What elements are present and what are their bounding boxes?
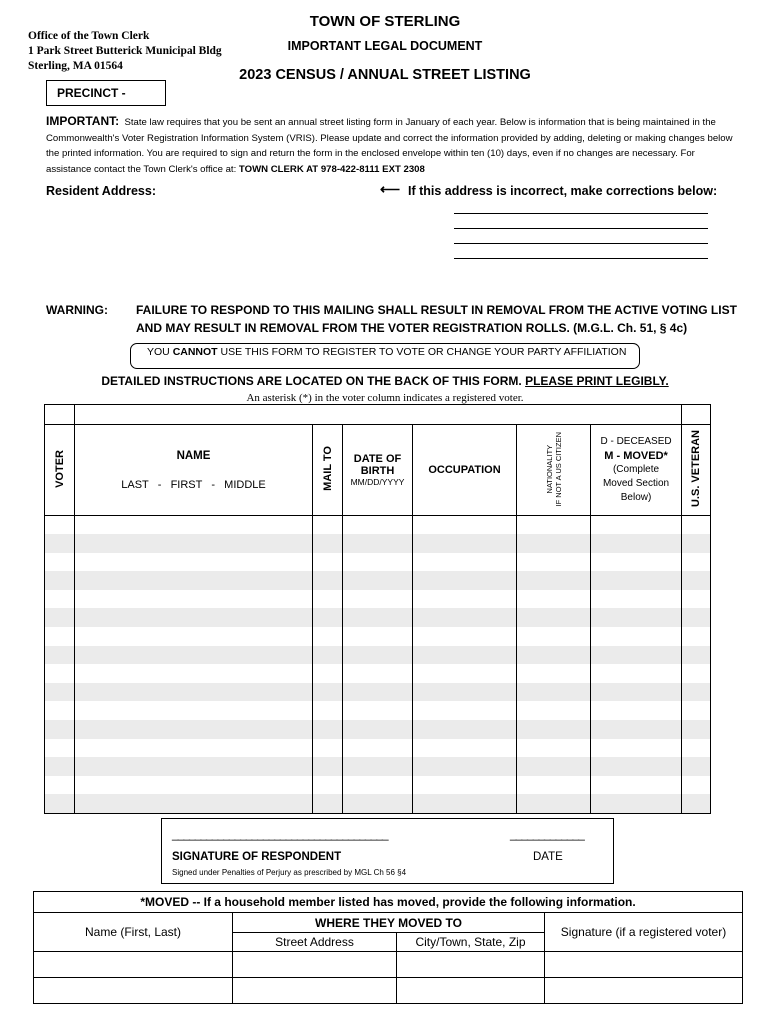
table-row xyxy=(45,720,711,739)
table-row xyxy=(45,627,711,646)
entry-cell[interactable] xyxy=(413,516,517,535)
entry-cell[interactable] xyxy=(413,627,517,646)
table-row xyxy=(45,553,711,572)
entry-cell[interactable] xyxy=(413,571,517,590)
entry-cell[interactable] xyxy=(517,794,591,813)
table-row xyxy=(45,571,711,590)
cannot-pre: YOU xyxy=(147,346,170,358)
warning-text xyxy=(136,301,737,337)
entry-cell[interactable] xyxy=(313,757,343,776)
table-row xyxy=(45,646,711,665)
entry-cell[interactable] xyxy=(413,646,517,665)
entry-cell[interactable] xyxy=(682,590,711,609)
instructions-line xyxy=(0,374,770,388)
entry-cell[interactable] xyxy=(591,664,682,683)
table-row xyxy=(45,794,711,813)
occupation-column-header: OCCUPATION xyxy=(413,425,517,516)
entry-cell[interactable] xyxy=(517,627,591,646)
precinct-label: PRECINCT - xyxy=(57,86,126,100)
entry-cell[interactable] xyxy=(343,776,413,795)
entry-cell[interactable] xyxy=(45,516,75,535)
entry-cell[interactable] xyxy=(45,776,75,795)
office-line-3: Sterling, MA 01564 xyxy=(28,60,123,72)
signature-label: SIGNATURE OF RESPONDENT xyxy=(172,851,342,863)
entry-cell[interactable] xyxy=(591,776,682,795)
entry-cell[interactable] xyxy=(517,757,591,776)
entry-cell[interactable] xyxy=(682,627,711,646)
table-row xyxy=(45,590,711,609)
entry-cell[interactable] xyxy=(413,701,517,720)
entry-cell[interactable] xyxy=(413,739,517,758)
table-top-row xyxy=(45,405,711,425)
entry-cell[interactable] xyxy=(682,720,711,739)
office-line-1: Office of the Town Clerk xyxy=(28,30,150,42)
name-column-header: NAME LAST - FIRST - MIDDLE xyxy=(75,425,313,516)
entry-cell[interactable] xyxy=(313,534,343,553)
entry-cell[interactable] xyxy=(682,701,711,720)
entry-cell[interactable] xyxy=(413,683,517,702)
entry-cell[interactable] xyxy=(413,757,517,776)
entry-cell[interactable] xyxy=(591,534,682,553)
entry-cell[interactable] xyxy=(75,646,313,665)
entry-cell[interactable] xyxy=(343,627,413,646)
address-correction-line[interactable] xyxy=(454,243,708,244)
precinct-box xyxy=(46,80,166,106)
entry-cell[interactable] xyxy=(413,720,517,739)
entry-cell[interactable] xyxy=(517,739,591,758)
table-row xyxy=(45,608,711,627)
entry-cell[interactable] xyxy=(591,683,682,702)
entry-cell[interactable] xyxy=(682,553,711,572)
table-row xyxy=(45,701,711,720)
entry-cell[interactable] xyxy=(313,664,343,683)
entry-cell[interactable] xyxy=(313,720,343,739)
street-address-header: Street Address xyxy=(233,933,397,952)
entry-cell[interactable] xyxy=(413,553,517,572)
table-row xyxy=(45,534,711,553)
entry-cell[interactable] xyxy=(343,757,413,776)
warning-label: WARNING: xyxy=(46,303,108,317)
entry-cell[interactable] xyxy=(45,646,75,665)
entry-cell[interactable] xyxy=(75,701,313,720)
entry-cell[interactable] xyxy=(343,534,413,553)
entry-cell[interactable] xyxy=(517,664,591,683)
cannot-post: USE THIS FORM TO REGISTER TO VOTE OR CHANGE YOUR PARTY AFFILIATION xyxy=(220,346,627,358)
table-row xyxy=(45,516,711,535)
entry-cell[interactable] xyxy=(45,590,75,609)
date-label: DATE xyxy=(533,851,563,863)
signature-line[interactable]: ______________________________________ xyxy=(172,827,388,841)
entry-cell[interactable] xyxy=(682,794,711,813)
warning-line-2: AND MAY RESULT IN REMOVAL FROM THE VOTER REGISTRATION ROLLS. (M.G.L. Ch. 51, § 4c) xyxy=(136,321,688,335)
entry-cell[interactable] xyxy=(682,534,711,553)
entry-cell[interactable] xyxy=(343,553,413,572)
signature-box xyxy=(161,818,614,884)
entry-cell[interactable] xyxy=(517,571,591,590)
moved-title: *MOVED -- If a household member listed has moved, provide the following information. xyxy=(34,892,743,913)
entry-cell[interactable] xyxy=(313,553,343,572)
entry-cell[interactable] xyxy=(45,683,75,702)
entry-cell[interactable] xyxy=(45,534,75,553)
entry-cell[interactable] xyxy=(591,757,682,776)
entry-cell[interactable] xyxy=(343,794,413,813)
entry-cell[interactable] xyxy=(682,646,711,665)
entry-cell[interactable] xyxy=(343,571,413,590)
entry-cell[interactable] xyxy=(591,627,682,646)
mail-to-column-header: MAIL TO xyxy=(313,425,343,516)
entry-cell[interactable] xyxy=(591,571,682,590)
nationality-column-header: NATIONALITY IF NOT A US CITIZEN xyxy=(517,425,591,516)
entry-cell[interactable] xyxy=(343,646,413,665)
table-row xyxy=(45,757,711,776)
entry-cell[interactable] xyxy=(313,571,343,590)
entry-cell[interactable] xyxy=(75,627,313,646)
entry-cell[interactable] xyxy=(343,664,413,683)
address-correction-line[interactable] xyxy=(454,213,708,214)
date-line[interactable]: _____________ xyxy=(510,827,584,841)
census-table xyxy=(44,404,711,814)
entry-cell[interactable] xyxy=(45,571,75,590)
address-correction-line[interactable] xyxy=(454,228,708,229)
entry-cell[interactable] xyxy=(75,664,313,683)
entry-cell[interactable] xyxy=(517,534,591,553)
census-rows xyxy=(45,516,711,814)
entry-cell[interactable] xyxy=(413,590,517,609)
entry-cell[interactable] xyxy=(45,757,75,776)
voter-column-header: VOTER xyxy=(45,425,75,516)
entry-cell[interactable] xyxy=(45,701,75,720)
notice-contact: TOWN CLERK AT 978-422-8111 EXT 2308 xyxy=(238,163,425,175)
entry-cell[interactable] xyxy=(591,720,682,739)
dob-column-header: DATE OF BIRTH MM/DD/YYYY xyxy=(343,425,413,516)
warning-line-1: FAILURE TO RESPOND TO THIS MAILING SHALL RESULT IN REMOVAL FROM THE ACTIVE VOTING LIST xyxy=(136,303,737,317)
entry-cell[interactable] xyxy=(75,608,313,627)
address-correction-line[interactable] xyxy=(454,258,708,259)
notice-lead: IMPORTANT: xyxy=(46,114,120,128)
important-notice xyxy=(46,114,736,177)
entry-cell[interactable] xyxy=(517,701,591,720)
entry-cell[interactable] xyxy=(75,776,313,795)
entry-cell[interactable] xyxy=(517,608,591,627)
entry-cell[interactable] xyxy=(682,776,711,795)
entry-cell[interactable] xyxy=(591,701,682,720)
entry-cell[interactable] xyxy=(45,794,75,813)
entry-cell[interactable] xyxy=(517,720,591,739)
entry-cell[interactable] xyxy=(413,776,517,795)
entry-cell[interactable] xyxy=(313,627,343,646)
entry-cell[interactable] xyxy=(45,627,75,646)
entry-cell[interactable] xyxy=(343,590,413,609)
entry-cell[interactable] xyxy=(591,794,682,813)
entry-cell[interactable] xyxy=(75,739,313,758)
resident-address-label: Resident Address: xyxy=(46,184,156,198)
asterisk-note: An asterisk (*) in the voter column indicates a registered voter. xyxy=(246,392,524,404)
city-state-zip-header: City/Town, State, Zip xyxy=(397,933,545,952)
entry-cell[interactable] xyxy=(682,683,711,702)
arrow-left-icon: ⟵ xyxy=(380,181,401,197)
address-correction-label: If this address is incorrect, make corrections below: xyxy=(408,184,718,198)
instructions-main: DETAILED INSTRUCTIONS ARE LOCATED ON THE BACK OF THIS FORM. xyxy=(101,374,522,388)
table-row xyxy=(45,664,711,683)
entry-cell[interactable] xyxy=(45,720,75,739)
entry-cell[interactable] xyxy=(413,534,517,553)
form-title: 2023 CENSUS / ANNUAL STREET LISTING xyxy=(239,67,531,83)
status-column-header: D - DECEASED M - MOVED* (Complete Moved Section Below) xyxy=(591,425,682,516)
entry-cell[interactable] xyxy=(591,553,682,572)
entry-cell[interactable] xyxy=(313,608,343,627)
entry-cell[interactable] xyxy=(75,794,313,813)
entry-cell[interactable] xyxy=(413,664,517,683)
entry-cell[interactable] xyxy=(682,516,711,535)
entry-cell[interactable] xyxy=(313,646,343,665)
entry-cell[interactable] xyxy=(343,739,413,758)
entry-cell[interactable] xyxy=(517,590,591,609)
entry-cell[interactable] xyxy=(45,739,75,758)
entry-cell[interactable] xyxy=(682,608,711,627)
entry-cell[interactable] xyxy=(682,571,711,590)
moved-table xyxy=(33,891,743,1004)
print-legibly: PLEASE PRINT LEGIBLY. xyxy=(525,374,669,388)
entry-cell[interactable] xyxy=(343,720,413,739)
table-row xyxy=(45,776,711,795)
entry-cell[interactable] xyxy=(75,590,313,609)
entry-cell[interactable] xyxy=(313,776,343,795)
entry-cell[interactable] xyxy=(313,516,343,535)
entry-cell[interactable] xyxy=(75,757,313,776)
moved-signature-header: Signature (if a registered voter) xyxy=(545,913,743,952)
entry-cell[interactable] xyxy=(591,516,682,535)
entry-cell[interactable] xyxy=(343,683,413,702)
table-row xyxy=(45,683,711,702)
entry-cell[interactable] xyxy=(591,608,682,627)
entry-cell[interactable] xyxy=(517,553,591,572)
entry-cell[interactable] xyxy=(75,534,313,553)
perjury-note: Signed under Penalties of Perjury as prescribed by MGL Ch 56 §4 xyxy=(172,868,407,877)
entry-cell[interactable] xyxy=(591,739,682,758)
cannot-strong: CANNOT xyxy=(172,346,218,358)
entry-cell[interactable] xyxy=(45,664,75,683)
notice-body: State law requires that you be sent an annual street listing form in January of each year. Below is information that is being maintained in the Commonwealth's Voter Registration Information System (VRIS). Please update and correct the information provided by adding, deleting or making changes below the printed information. You are required to sign and return the form in the enclosed envelope within ten (10) days, even if no changes are necessary. For assistance contact the Town Clerk's office at: xyxy=(46,117,733,175)
entry-cell[interactable] xyxy=(682,757,711,776)
town-name: TOWN OF STERLING xyxy=(309,13,461,30)
entry-cell[interactable] xyxy=(75,571,313,590)
cannot-register-notice xyxy=(130,343,640,369)
entry-cell[interactable] xyxy=(591,590,682,609)
entry-cell[interactable] xyxy=(591,646,682,665)
entry-cell[interactable] xyxy=(343,516,413,535)
entry-cell[interactable] xyxy=(313,590,343,609)
table-header-row xyxy=(45,425,711,516)
entry-cell[interactable] xyxy=(75,553,313,572)
document-subtitle: IMPORTANT LEGAL DOCUMENT xyxy=(287,39,483,53)
table-row xyxy=(45,739,711,758)
office-line-2: 1 Park Street Butterick Municipal Bldg xyxy=(28,45,222,57)
entry-cell[interactable] xyxy=(343,608,413,627)
entry-cell[interactable] xyxy=(517,776,591,795)
entry-cell[interactable] xyxy=(313,701,343,720)
entry-cell[interactable] xyxy=(517,646,591,665)
moved-entry-row xyxy=(34,978,743,1004)
where-moved-header: WHERE THEY MOVED TO xyxy=(233,913,545,933)
entry-cell[interactable] xyxy=(413,608,517,627)
entry-cell[interactable] xyxy=(517,516,591,535)
entry-cell[interactable] xyxy=(313,683,343,702)
entry-cell[interactable] xyxy=(75,516,313,535)
moved-entry-row xyxy=(34,952,743,978)
entry-cell[interactable] xyxy=(682,664,711,683)
entry-cell[interactable] xyxy=(517,683,591,702)
entry-cell[interactable] xyxy=(682,739,711,758)
entry-cell[interactable] xyxy=(313,794,343,813)
veteran-column-header: U.S. VETERAN xyxy=(682,425,711,516)
entry-cell[interactable] xyxy=(75,683,313,702)
entry-cell[interactable] xyxy=(313,739,343,758)
entry-cell[interactable] xyxy=(413,794,517,813)
moved-name-header: Name (First, Last) xyxy=(34,913,233,952)
entry-cell[interactable] xyxy=(45,608,75,627)
entry-cell[interactable] xyxy=(343,701,413,720)
entry-cell[interactable] xyxy=(45,553,75,572)
entry-cell[interactable] xyxy=(75,720,313,739)
